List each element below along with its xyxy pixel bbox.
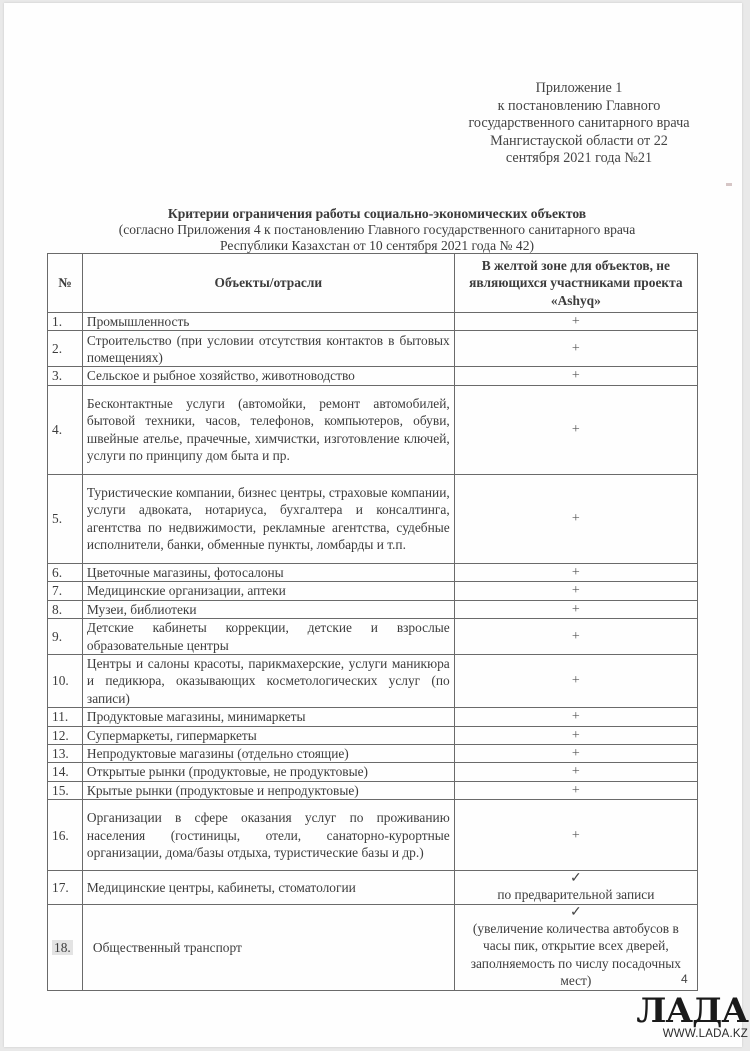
document-title — [54, 206, 700, 254]
paper-mark — [726, 183, 732, 186]
row-num: 6. — [48, 563, 83, 581]
row-object: Детские кабинеты коррекции, детские и взрослые образовательные центры — [82, 619, 454, 655]
row-object: Открытые рынки (продуктовые, не продуктовые) — [82, 763, 454, 781]
header-objects: Объекты/отрасли — [82, 254, 454, 313]
row-num: 4. — [48, 385, 83, 474]
row-object: Продуктовые магазины, минимаркеты — [82, 708, 454, 726]
row-num: 5. — [48, 474, 83, 563]
table-row — [48, 763, 698, 781]
lada-watermark — [636, 991, 748, 1041]
row-object: Музеи, библиотеки — [82, 600, 454, 618]
row-object: Организации в сфере оказания услуг по проживанию населения (гостиницы, отели, санаторно-курортные организации, дома/базы отдыха, туристические базы и др.) — [82, 800, 454, 871]
header-num: № — [48, 254, 83, 313]
page-number: 4 — [681, 972, 688, 986]
header-yellow-zone: В желтой зоне для объектов, не являющихся участниками проекта «Ashyq» — [454, 254, 697, 313]
row-object: Медицинские организации, аптеки — [82, 582, 454, 600]
plus-icon: + — [454, 331, 697, 367]
table-row — [48, 708, 698, 726]
row-num: 11. — [48, 708, 83, 726]
row-num: 13. — [48, 745, 83, 763]
row-object: Бесконтактные услуги (автомойки, ремонт автомобилей, бытовой техники, часов, телефонов, компьютеров, обуви, швейные ателье, прачечные, химчистки, изготовление ключей, услуги по принципу дом быта и пр. — [82, 385, 454, 474]
table-row — [48, 871, 698, 905]
plus-icon: + — [454, 313, 697, 331]
row-note: по предварительной записи — [497, 887, 655, 903]
row-object: Центры и салоны красоты, парикмахерские, услуги маникюра и педикюра, оказывающих косметологических услуг (по записи) — [82, 655, 454, 708]
annex-header — [444, 80, 714, 168]
plus-icon: + — [454, 367, 697, 385]
plus-icon: + — [454, 563, 697, 581]
row-object: Крытые рынки (продуктовые и непродуктовые) — [82, 781, 454, 799]
row-num: 17. — [48, 871, 83, 905]
table-row — [48, 474, 698, 563]
table-row — [48, 905, 698, 991]
table-row — [48, 655, 698, 708]
plus-icon: + — [454, 800, 697, 871]
annex-line: Приложение 1 — [535, 80, 623, 96]
table-row — [48, 385, 698, 474]
table-row — [48, 600, 698, 618]
plus-icon: + — [454, 385, 697, 474]
row-num: 15. — [48, 781, 83, 799]
criteria-table — [47, 253, 698, 991]
table-row — [48, 367, 698, 385]
row-object: Промышленность — [82, 313, 454, 331]
plus-icon: + — [454, 708, 697, 726]
table-row — [48, 563, 698, 581]
row-note: (увеличение количества автобусов в часы пик, открытие всех дверей, заполняемость по числу посадочных мест) — [470, 920, 681, 989]
plus-icon: + — [454, 763, 697, 781]
annex-line: к постановлению Главного — [497, 97, 661, 114]
plus-icon: + — [454, 582, 697, 600]
row-object: Медицинские центры, кабинеты, стоматологии — [82, 871, 454, 905]
table-row — [48, 745, 698, 763]
row-object: Супермаркеты, гипермаркеты — [82, 726, 454, 744]
plus-icon: + — [454, 726, 697, 744]
row-num: 7. — [48, 582, 83, 600]
lada-logo: ЛАДА — [636, 991, 748, 1031]
row-num: 2. — [48, 331, 83, 367]
row-num: 3. — [48, 367, 83, 385]
plus-icon: + — [454, 600, 697, 618]
row-num — [48, 905, 83, 991]
row-num: 8. — [48, 600, 83, 618]
annex-line: сентября 2021 года №21 — [505, 150, 653, 167]
row-value — [454, 905, 697, 991]
plus-icon: + — [454, 745, 697, 763]
row-value — [454, 871, 697, 905]
table-header-row — [48, 254, 698, 313]
plus-icon: + — [454, 474, 697, 563]
table-row — [48, 781, 698, 799]
row-num: 9. — [48, 619, 83, 655]
table-row — [48, 582, 698, 600]
row-num: 10. — [48, 655, 83, 708]
checkmark-icon: ✓ — [569, 904, 582, 920]
row-num: 16. — [48, 800, 83, 871]
row-object: Строительство (при условии отсутствия контактов в бытовых помещениях) — [82, 331, 454, 367]
lada-url: WWW.LADA.KZ — [662, 1028, 748, 1040]
table-row — [48, 331, 698, 367]
row-object: Сельское и рыбное хозяйство, животноводство — [82, 367, 454, 385]
table-row — [48, 619, 698, 655]
plus-icon: + — [454, 781, 697, 799]
row-num: 1. — [48, 313, 83, 331]
table-row — [48, 726, 698, 744]
checkmark-icon: ✓ — [569, 871, 582, 887]
row-object: Цветочные магазины, фотосалоны — [82, 563, 454, 581]
plus-icon: + — [454, 655, 697, 708]
row-object: Непродуктовые магазины (отдельно стоящие) — [82, 745, 454, 763]
annex-line: Мангистауской области от 22 — [490, 132, 668, 149]
table-row — [48, 800, 698, 871]
annex-line: государственного санитарного врача — [468, 115, 690, 132]
title-main: Критерии ограничения работы социально-экономических объектов — [167, 206, 587, 221]
plus-icon: + — [454, 619, 697, 655]
row-num-highlight: 18. — [54, 940, 71, 956]
row-object: Туристические компании, бизнес центры, страховые компании, услуги адвоката, нотариуса, бухгалтера и консалтинга, агентства по недвижимости, рекламные агентства, судебные исполнители, банки, обменные пункты, ломбарды и т.п. — [82, 474, 454, 563]
row-object: Общественный транспорт — [82, 905, 454, 991]
title-sub: (согласно Приложения 4 к постановлению Главного государственного санитарного врача — [118, 222, 636, 237]
row-num: 14. — [48, 763, 83, 781]
title-sub: Республики Казахстан от 10 сентября 2021 года № 42) — [219, 238, 535, 253]
row-num: 12. — [48, 726, 83, 744]
table-row — [48, 313, 698, 331]
